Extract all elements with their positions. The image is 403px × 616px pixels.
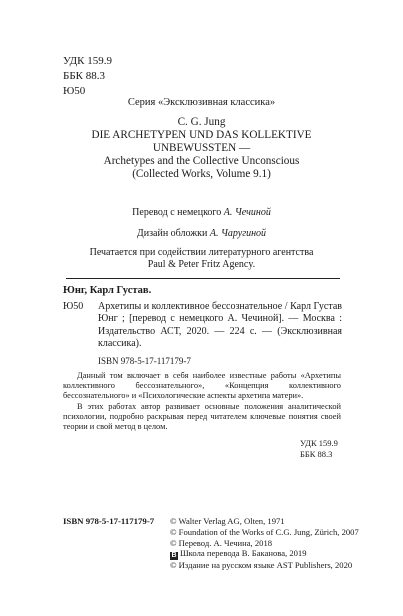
school-logo-icon: В	[171, 552, 177, 560]
copyright-line-school: В Школа перевода В. Баканова, 2019	[171, 548, 307, 560]
copyright-line: © Walter Verlag AG, Olten, 1971	[170, 516, 285, 526]
catalog-isbn: ISBN 978-5-17-117179-7	[98, 356, 191, 366]
udk-code: УДК 159.9	[63, 55, 113, 67]
copyright-line: © Перевод. А. Чечина, 2018	[170, 537, 273, 548]
author-mark: Ю50	[63, 85, 86, 97]
annotation-paragraph: Данный том включает в себя наиболее известные работы «Архетипы коллективного бессознательного», «Концепция коллективного бессознательного» и «Психологические аспекты архетипа матери».	[63, 371, 341, 401]
bbk-code-bottom: ББК 88.3	[300, 449, 333, 459]
annotation-paragraph: В этих работах автор развивает основные положения аналитической психологии, подробно раскрывая перед читателем ключевые понятия своей теории и свой метод в целом.	[63, 401, 341, 432]
footer-isbn: ISBN 978-5-17-117179-7	[63, 516, 155, 526]
catalog-author-heading: Юнг, Карл Густав.	[63, 285, 152, 296]
bbk-code: ББК 88.3	[63, 70, 105, 82]
copyright-line: © Foundation of the Works of C.G. Jung, Zürich, 2007	[170, 526, 359, 537]
original-title-line-1: DIE ARCHETYPEN UND DAS KOLLEKTIVE	[91, 129, 312, 141]
classification-block	[63, 54, 112, 99]
series-line: Серия «Эксклюзивная классика»	[127, 97, 276, 108]
title-block	[0, 116, 403, 181]
classification-bottom	[300, 438, 338, 460]
collected-works: (Collected Works, Volume 9.1)	[132, 168, 271, 180]
divider	[66, 278, 340, 279]
catalog-entry: Архетипы и коллективное бессознательное / Карл Густав Юнг ; [перевод с немецкого А. Чечиной]. — Москва : Издательство АСТ, 2020. — 224 с. — (Эксклюзивная классика).	[98, 301, 342, 349]
cover-credit: Дизайн обложки А. Чаругиной	[136, 228, 267, 239]
english-title: Archetypes and the Collective Unconscious	[103, 155, 300, 167]
author-name: C. G. Jung	[177, 116, 226, 128]
annotation	[63, 371, 341, 432]
cover-designer-name: А. Чаругиной	[209, 228, 267, 239]
copyright-block	[170, 516, 359, 571]
copyright-line: © Издание на русском языке AST Publishers, 2020	[170, 560, 353, 571]
translator-name: А. Чечиной	[223, 207, 271, 218]
translation-credit: Перевод с немецкого А. Чечиной	[132, 207, 271, 218]
udk-code-bottom: УДК 159.9	[300, 438, 338, 448]
catalog-code: Ю50	[63, 301, 84, 312]
original-title-line-2: UNBEWUSSTEN —	[152, 142, 251, 154]
agency-note: Печатается при содействии литературного агентства Paul & Peter Fritz Agency.	[89, 247, 314, 270]
